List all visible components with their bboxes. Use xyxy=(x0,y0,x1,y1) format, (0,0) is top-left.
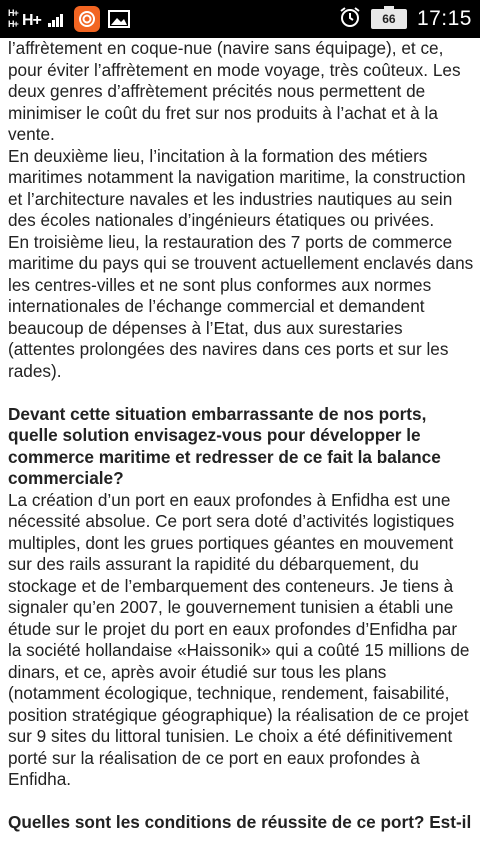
clock: 17:15 xyxy=(416,7,472,30)
article-paragraph: En troisième lieu, la restauration des 7 ports de commerce maritime du pays qui se trouvent actuellement enclavés dans les centres-villes et ne sont plus conformes aux normes internationales de l’échange commercial et demandent beaucoup de dépenses à l’Etat, dus aux surestaries (attentes prolongées des navires dans ces ports et sur les rades). xyxy=(8,231,474,381)
battery-icon xyxy=(371,9,407,29)
alarm-icon xyxy=(339,6,361,33)
interview-question: Devant cette situation embarrassante de nos ports, quelle solution envisagez-vous pour développer le commerce maritime et redresser de ce fait la balance commerciale? xyxy=(8,403,441,488)
status-bar-right xyxy=(339,6,472,32)
interview-question: Quelles sont les conditions de réussite de ce port? Est-il xyxy=(8,812,472,832)
svg-text:H+: H+ xyxy=(8,18,18,29)
status-bar xyxy=(0,0,480,38)
article-paragraph: l’affrètement en coque-nue (navire sans équipage), et ce, pour éviter l’affrètement en mode voyage, très coûteux. Les deux genres d’affrètement précités nous permettent de minimiser le coût du fret sur nos produits à l’achat et à la vente. xyxy=(8,38,461,144)
svg-text:H+: H+ xyxy=(8,7,18,18)
article-paragraph: En deuxième lieu, l’incitation à la formation des métiers maritimes notamment la navigation maritime, la construction et l’architecture navales et les industries nautiques au sein des écoles nationales d’ingénieurs étatiques ou privées. xyxy=(8,145,466,230)
svg-text:H+: H+ xyxy=(22,11,41,29)
status-bar-left xyxy=(8,6,130,32)
paragraph-spacer xyxy=(8,791,474,813)
data-signal-icon xyxy=(8,7,66,32)
app-notification-icon xyxy=(74,6,100,32)
battery-level: 66 xyxy=(382,12,396,26)
interview-answer: La création d’un port en eaux profondes à Enfidha est une nécessité absolue. Ce port sera doté d’activités logistiques multiples, dont les grues portiques géantes en mouvement sur des rails assurant la rapidité du débarquement, du stockage et de l’embarquement des conteneurs. Je tiens à signaler qu’en 2007, le gouvernement tunisien a établi une étude sur le projet du port en eaux profondes d’Enfidha par la société hollandaise «Haissonik» qui a coûté 15 millions de dinars, et ce, après avoir étudié sur tous les plans (notamment écologique, technique, rendement, faisabilité, position stratégique géographique) la réalisation de ce projet sur 9 sites du littoral tunisien. Le choix a été définitivement porté sur la réalisation de ce port en eaux profondes à Enfidha. xyxy=(8,489,470,789)
article-body[interactable] xyxy=(8,38,474,854)
paragraph-spacer xyxy=(8,382,474,404)
gallery-icon xyxy=(108,10,130,28)
